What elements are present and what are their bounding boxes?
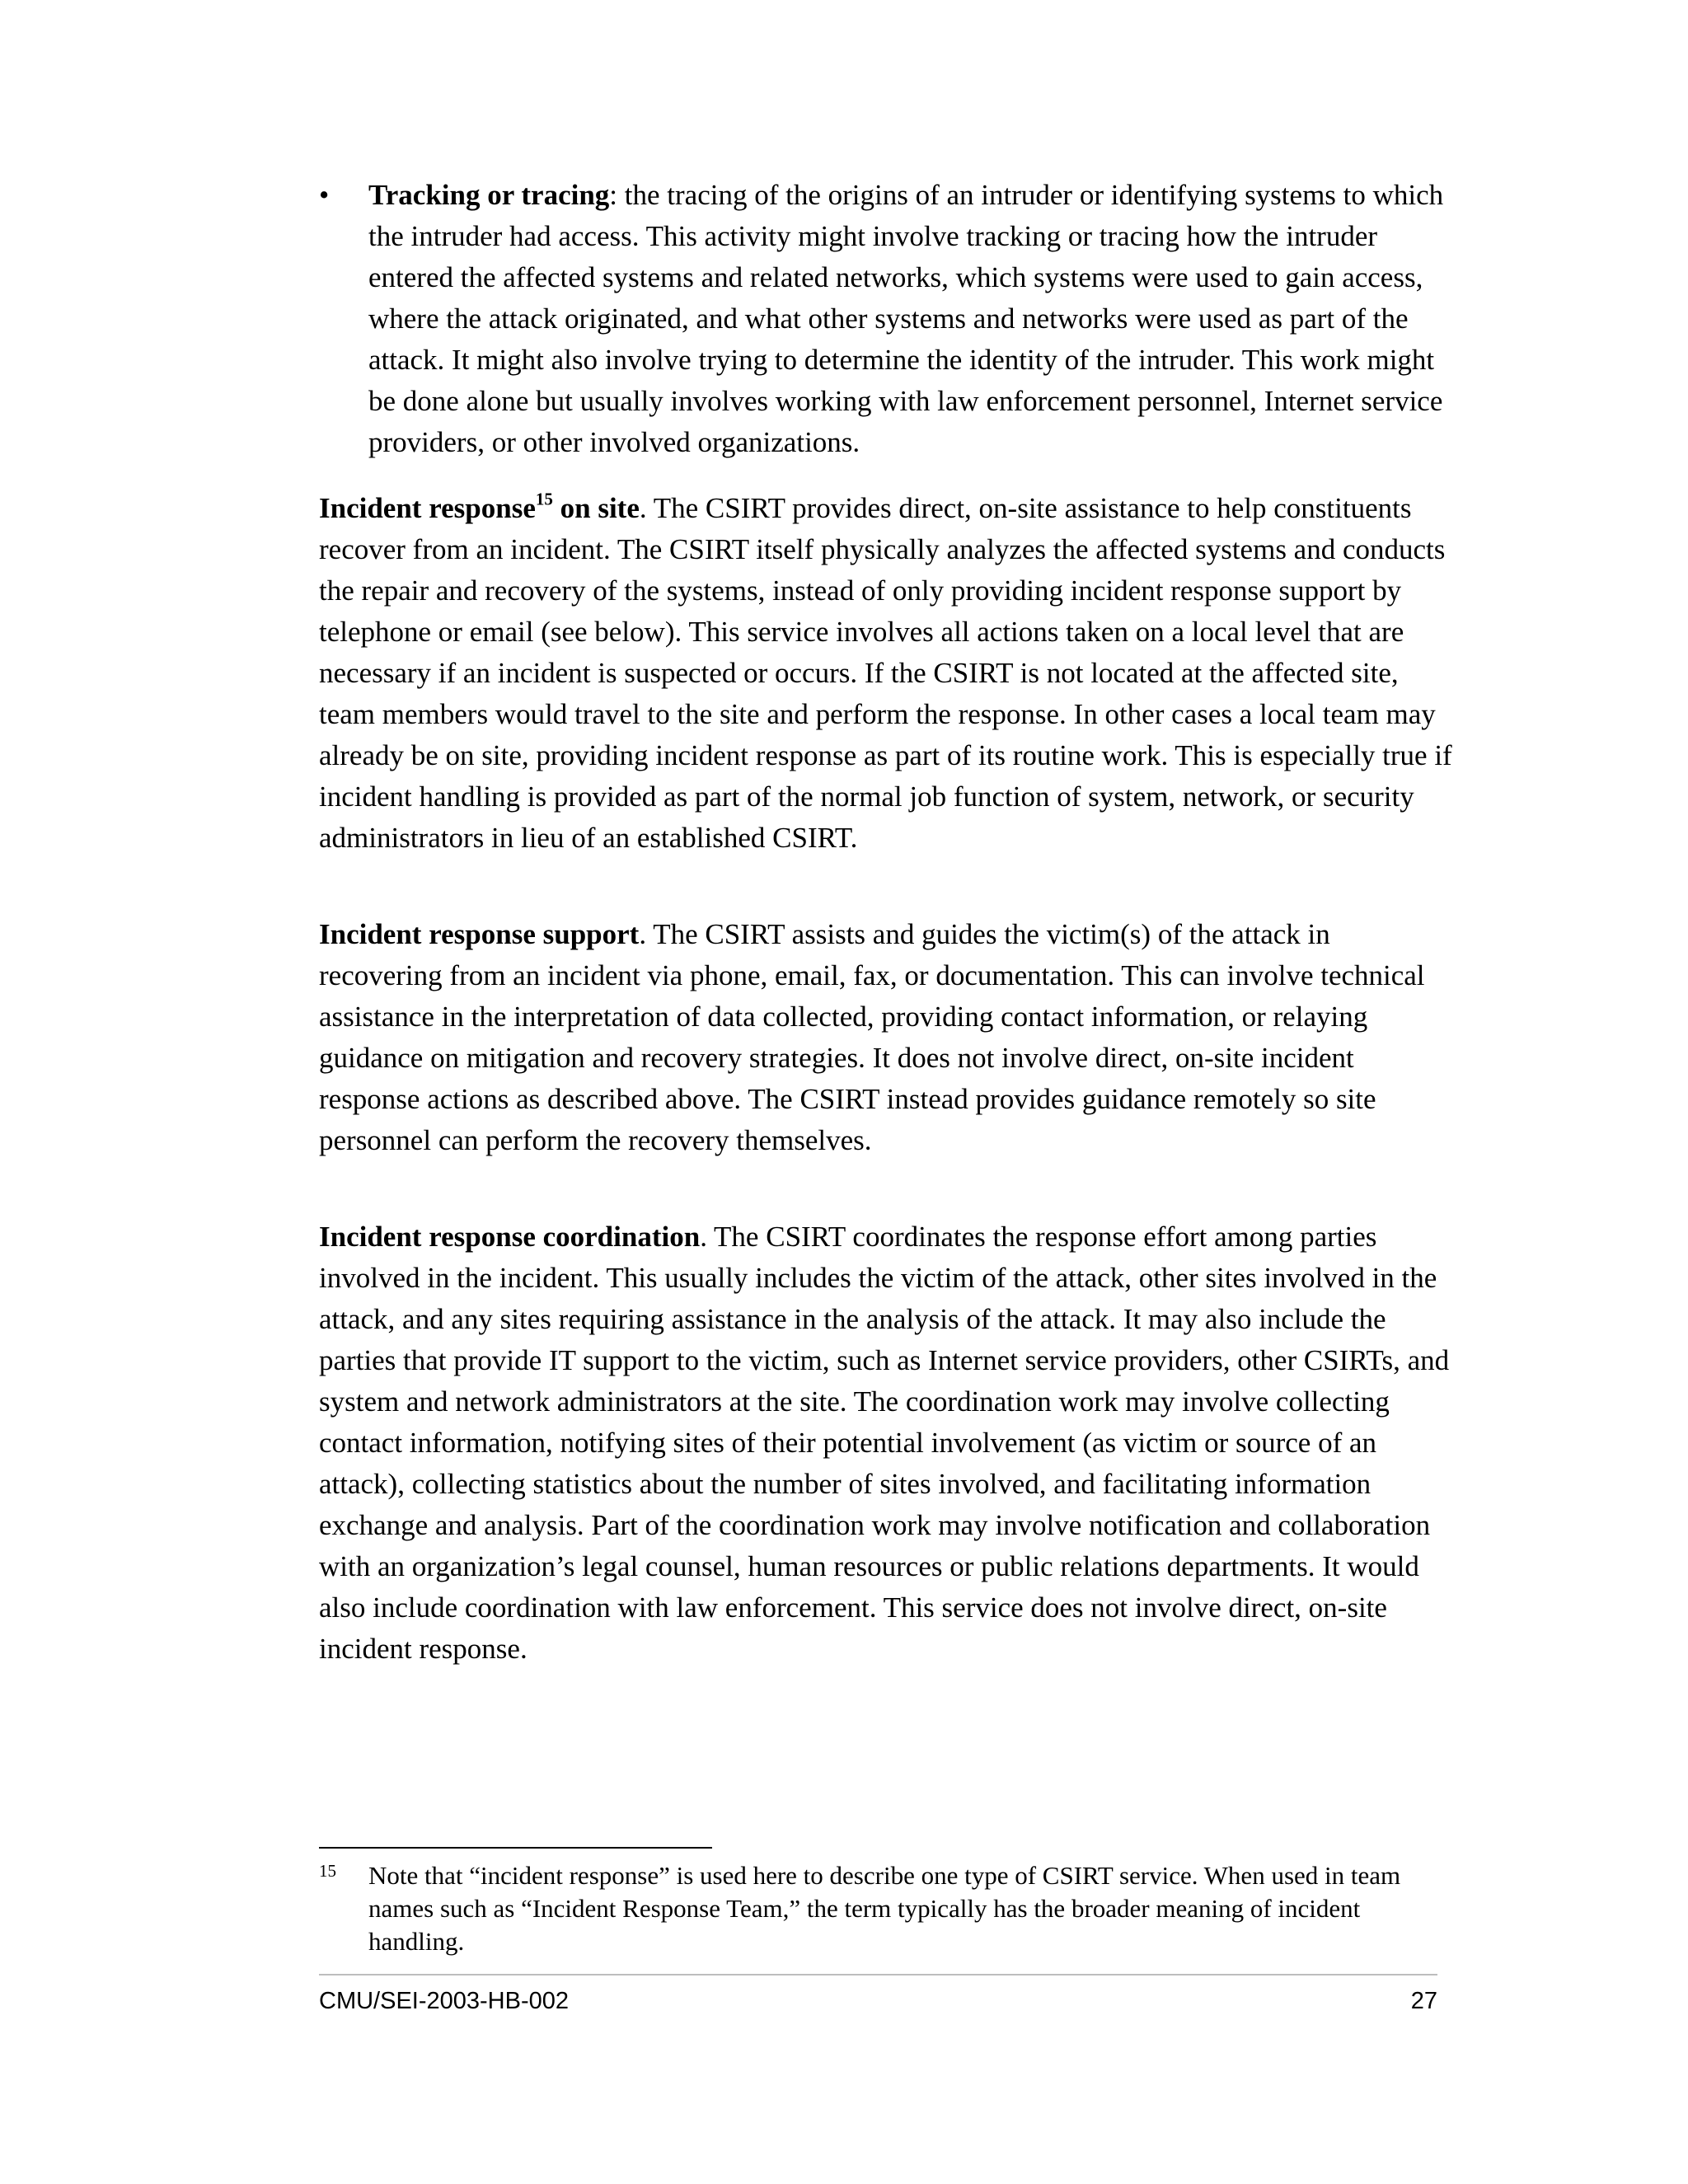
onsite-text: . The CSIRT provides direct, on-site assistance to help constituents recover from an incident. The CSIRT itself physically analyzes the affected systems and conducts the repair and recovery of the systems, instead of only providing incident response support by telephone or email (see below). This service involves all actions taken on a local level that are necessary if an incident is suspected or occurs. If the CSIRT is not located at the affected site, team members would travel to the site and perform the response. In other cases a local team may already be on site, providing incident response as part of its routine work. This is especially true if incident handling is provided as part of the normal job function of system, network, or security administrators in lieu of an established CSIRT. <box>319 492 1452 854</box>
footnote-divider <box>319 1847 712 1849</box>
coordination-term: Incident response coordination <box>319 1221 701 1253</box>
footer-doc-id: CMU/SEI-2003-HB-002 <box>319 1988 569 2014</box>
footer-page-number: 27 <box>1410 1988 1437 2014</box>
paragraph-support <box>319 914 1456 1161</box>
paragraph-coordination <box>319 1216 1456 1670</box>
bullet-icon: • <box>319 179 330 211</box>
coordination-text: . The CSIRT coordinates the response effort among parties involved in the incident. This usually includes the victim of the attack, other sites involved in the attack, and any sites requiring assistance in the analysis of the attack. It may also include the parties that provide IT support to the victim, such as Internet service providers, other CSIRTs, and system and network administrators at the site. The coordination work may involve collecting contact information, notifying sites of their potential involvement (as victim or source of an attack), collecting statistics about the number of sites involved, and facilitating information exchange and analysis. Part of the coordination work may involve notification and collaboration with an organization’s legal counsel, human resources or public relations departments. It would also include coordination with law enforcement. This service does not involve direct, on-site incident response. <box>319 1221 1450 1665</box>
onsite-term-a: Incident response <box>319 492 536 524</box>
onsite-term-b: on site <box>552 492 640 524</box>
footer-divider <box>319 1974 1437 1975</box>
footnote-reference: 15 <box>535 489 553 509</box>
footnote-text: Note that “incident response” is used here to describe one type of CSIRT service. When used in team names such as “Incident Response Team,” the term typically has the broader meaning of incident handling. <box>368 1861 1401 1956</box>
main-content <box>319 175 1456 1670</box>
bullet-text: : the tracing of the origins of an intruder or identifying systems to which the intruder had access. This activity might involve tracking or tracing how the intruder entered the affected systems and related networks, which systems were used to gain access, where the attack originated, and what other systems and networks were used as part of the attack. It might also involve trying to determine the identity of the intruder. This work might be done alone but usually involves working with law enforcement personnel, Internet service providers, or other involved organizations. <box>368 179 1444 458</box>
bullet-term: Tracking or tracing <box>368 179 610 211</box>
footnote-number: 15 <box>319 1861 336 1881</box>
support-term: Incident response support <box>319 918 640 950</box>
footnote <box>319 1859 1440 1958</box>
paragraph-onsite <box>319 488 1456 859</box>
bullet-item-tracking <box>319 175 1456 463</box>
support-text: . The CSIRT assists and guides the victim(s) of the attack in recovering from an incident via phone, email, fax, or documentation. This can involve technical assistance in the interpretation of data collected, providing contact information, or relaying guidance on mitigation and recovery strategies. It does not involve direct, on-site incident response actions as described above. The CSIRT instead provides guidance remotely so site personnel can perform the recovery themselves. <box>319 918 1425 1156</box>
